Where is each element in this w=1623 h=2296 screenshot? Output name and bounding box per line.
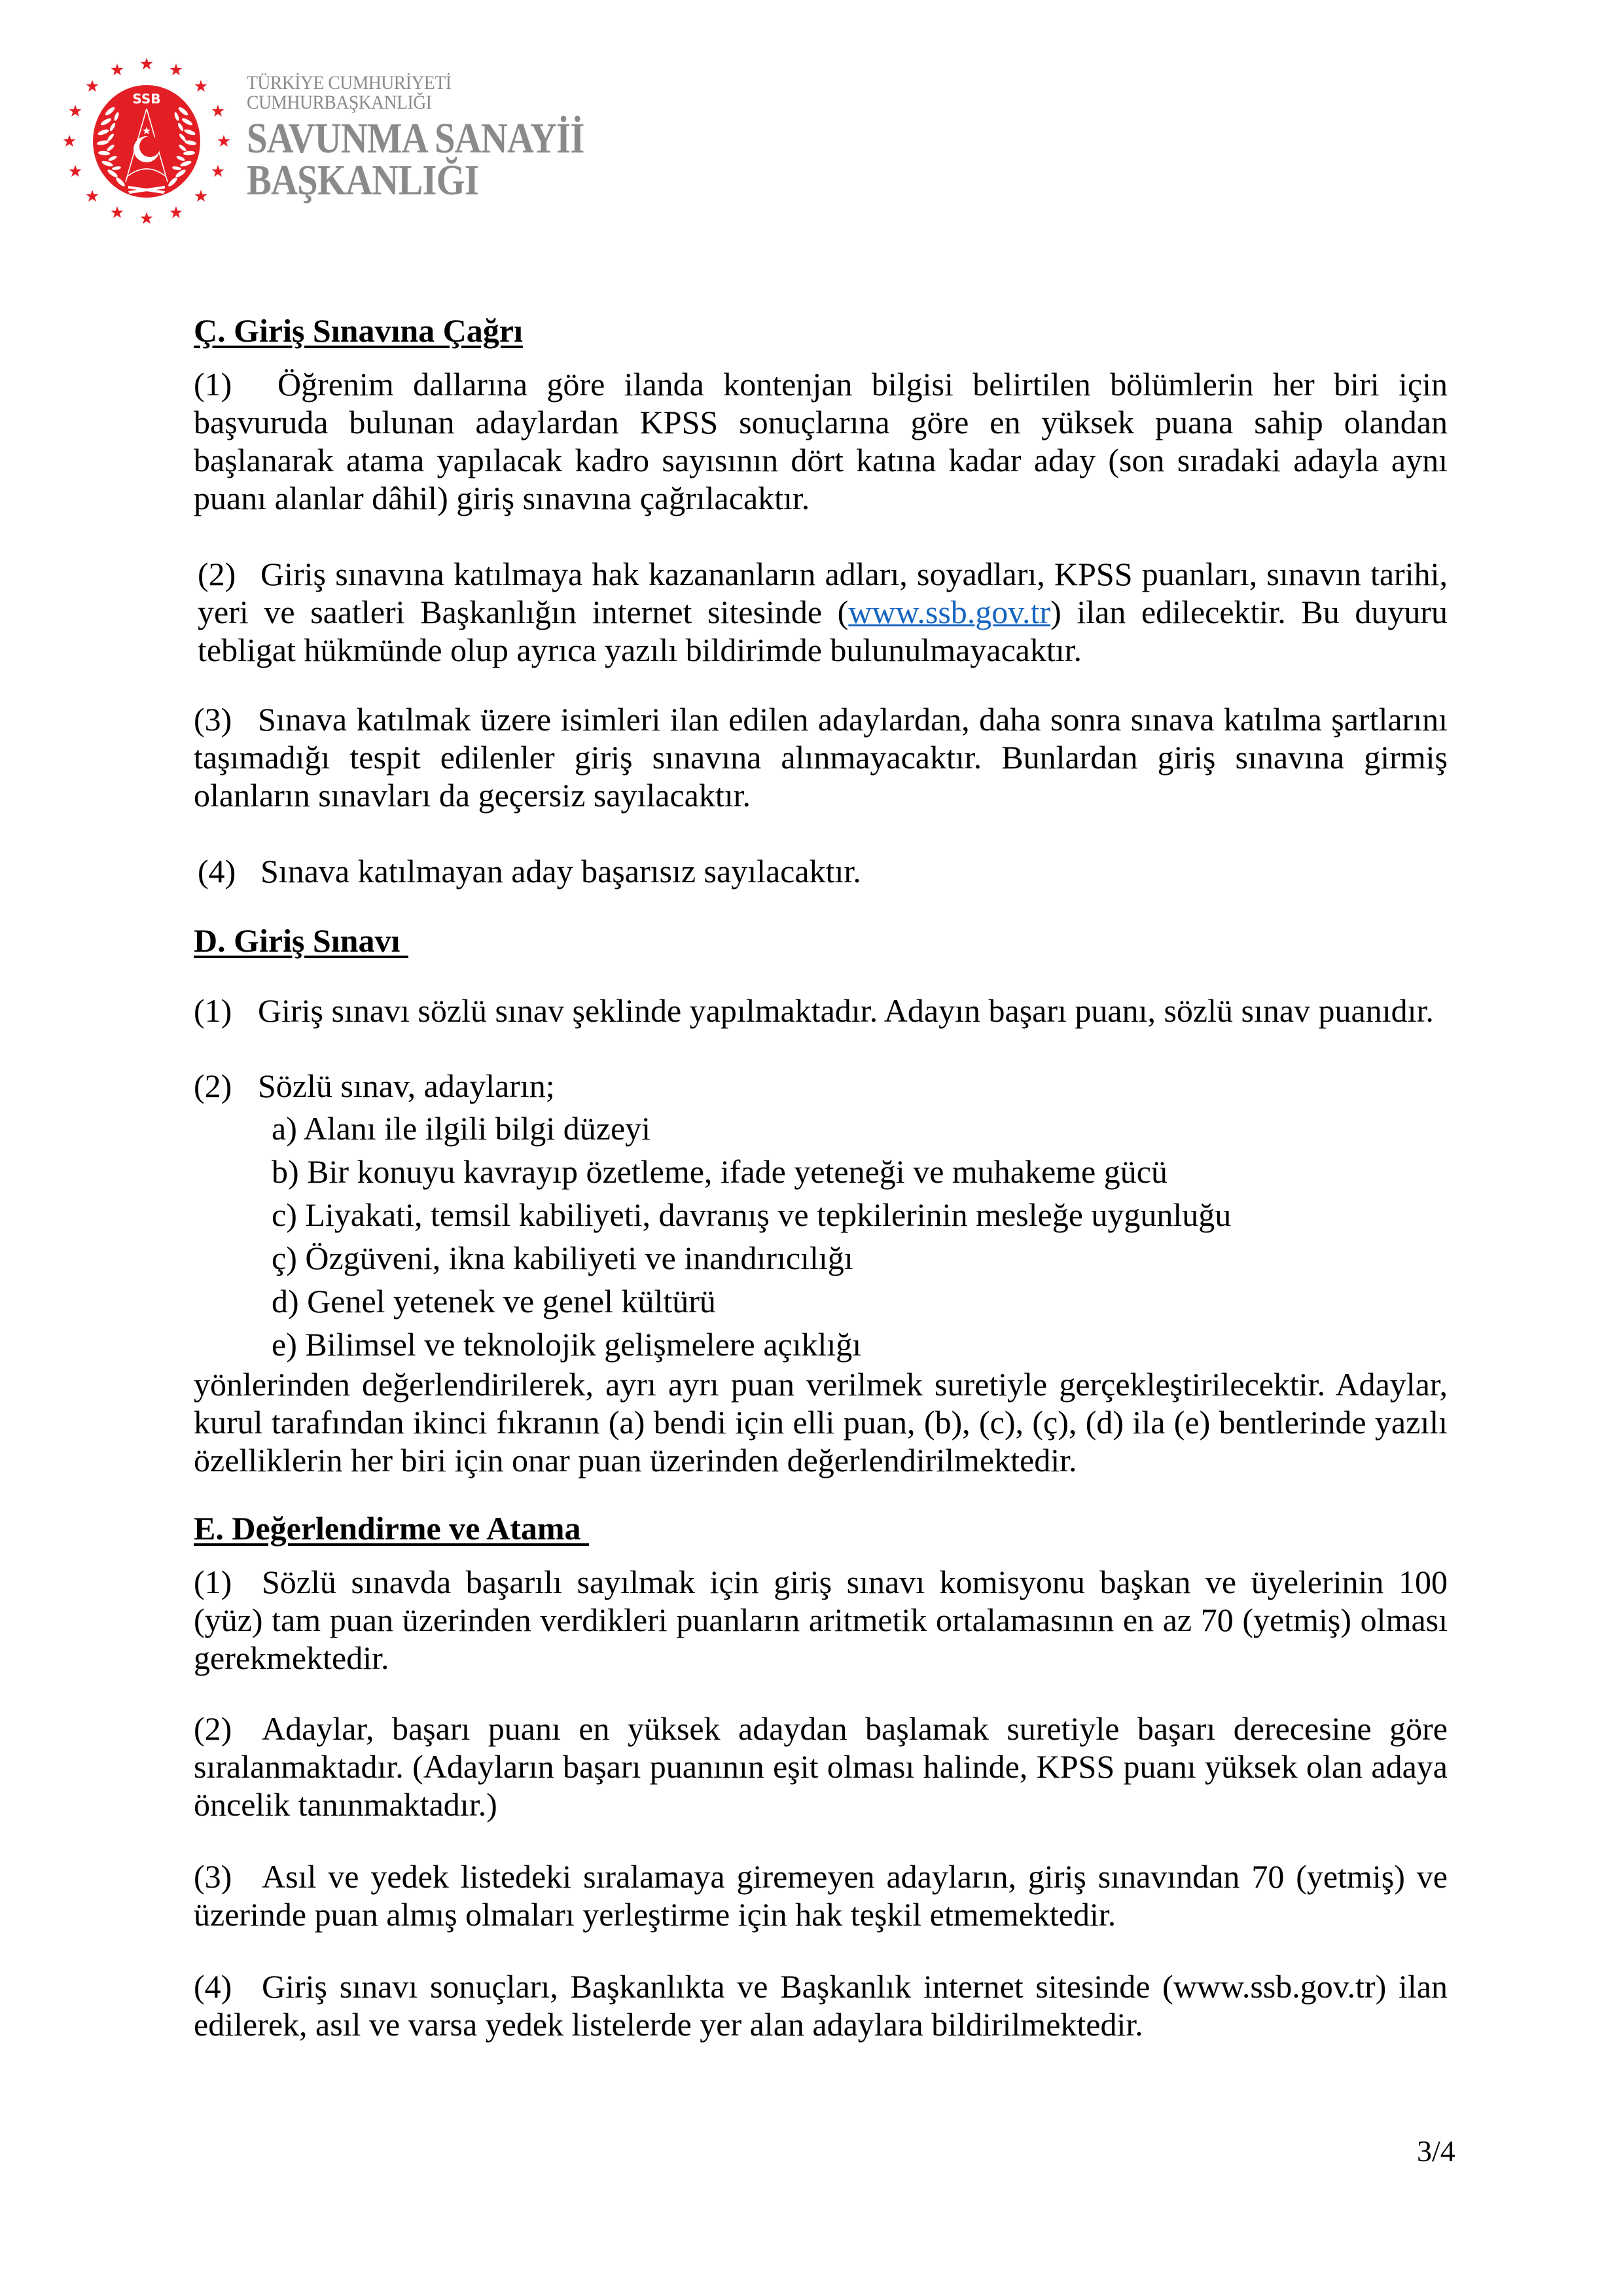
paragraph-d-1 — [194, 992, 1448, 1030]
criteria-item-b: b) Bir konuyu kavrayıp özetleme, ifade yeteneği ve muhakeme gücü — [272, 1153, 1168, 1190]
paragraph-e-2 — [194, 1710, 1448, 1823]
paragraph-text: Sözlü sınav, adayların; — [258, 1067, 555, 1104]
svg-text:SSB: SSB — [132, 91, 161, 107]
paragraph-number: (1) — [194, 366, 232, 403]
paragraph-number: (3) — [194, 701, 232, 738]
paragraph-number: (2) — [198, 556, 236, 592]
section-heading-d: D. Giriş Sınavı — [194, 922, 408, 959]
paragraph-c-3 — [194, 700, 1448, 814]
agency-header — [247, 73, 639, 202]
paragraph-e-3 — [194, 1857, 1448, 1933]
paragraph-text: Sınava katılmayan aday başarısız sayılacaktır. — [260, 853, 861, 889]
section-heading-e: E. Değerlendirme ve Atama — [194, 1510, 590, 1547]
paragraph-number: (4) — [194, 1968, 232, 2005]
criteria-item-c-cedilla: ç) Özgüveni, ikna kabiliyeti ve inandırıcılığı — [272, 1240, 853, 1276]
ssb-emblem-icon — [63, 58, 230, 225]
criteria-item-a: a) Alanı ile ilgili bilgi düzeyi — [272, 1110, 651, 1147]
paragraph-c-2 — [198, 555, 1448, 669]
paragraph-e-4 — [194, 1967, 1448, 2043]
paragraph-number: (1) — [194, 992, 232, 1029]
ssb-logo — [63, 58, 230, 225]
paragraph-text: Öğrenim dallarına göre ilanda kontenjan bilgisi belirtilen bölümlerin her biri için başvuruda bulunan adaylardan KPSS sonuçlarına göre en yüksek puana sahip olandan başlanarak atama yapılacak kadro sayısının dört katına kadar aday (son sıradaki adayla aynı puanı alanlar dâhil) giriş sınavına çağrılacaktır. — [194, 366, 1448, 516]
paragraph-text: Giriş sınavı sonuçları, Başkanlıkta ve Başkanlık internet sitesinde (www.ssb.gov.tr) ilan edilerek, asıl ve varsa yedek listelerde yer alan adaylara bildirilmektedir. — [194, 1968, 1448, 2043]
paragraph-text: Giriş sınavına katılmaya hak kazananların adları, soyadları, KPSS puanları, sınavın tarihi, yeri ve saatleri Başkanlığın internet sitesinde ( — [198, 556, 1448, 630]
paragraph-text: Sözlü sınavda başarılı sayılmak için giriş sınavı komisyonu başkan ve üyelerinin 100 (yüz) tam puan üzerinden verdikleri puanların aritmetik ortalamasının en az 70 (yetmiş) olması gerekmektedir. — [194, 1564, 1448, 1676]
header-line-presidency: CUMHURBAŞKANLIĞI — [247, 92, 432, 113]
paragraph-number: (1) — [194, 1564, 232, 1600]
paragraph-e-1 — [194, 1563, 1448, 1677]
paragraph-number: (3) — [194, 1858, 232, 1895]
section-heading-c: Ç. Giriş Sınavına Çağrı — [194, 312, 523, 349]
paragraph-d-2 — [194, 1067, 1448, 1105]
paragraph-d-2-continuation: yönlerinden değerlendirilerek, ayrı ayrı puan verilmek suretiyle gerçekleştirilecektir. Adaylar, kurul tarafından ikinci fıkranın (a) bendi için elli puan, (b), (c), (ç), (d) ila (e) bentlerinde yazılı özelliklerin her biri için onar puan üzerinden değerlendirilmektedir. — [194, 1366, 1448, 1479]
ssb-website-link[interactable]: www.ssb.gov.tr — [848, 594, 1051, 630]
paragraph-text: Adaylar, başarı puanı en yüksek adaydan başlamak suretiyle başarı derecesine göre sıralanmaktadır. (Adayların başarı puanının eşit olması halinde, KPSS puanı yüksek olan adaya öncelik tanınmaktadır.) — [194, 1710, 1448, 1823]
paragraph-c-1 — [194, 365, 1448, 517]
paragraph-text: Asıl ve yedek listedeki sıralamaya giremeyen adayların, giriş sınavından 70 (yetmiş) ve üzerinde puan almış olmaları yerleştirme için hak teşkil etmemektedir. — [194, 1858, 1448, 1933]
header-line-agency-2: BAŞKANLIĞI — [247, 156, 479, 204]
criteria-item-c: c) Liyakati, temsil kabiliyeti, davranış ve tepkilerinin mesleğe uygunluğu — [272, 1196, 1232, 1233]
paragraph-text: Sınava katılmak üzere isimleri ilan edilen adaylardan, daha sonra sınava katılma şartlarını taşımadığı tespit edilenler giriş sınavına alınmayacaktır. Bunlardan giriş sınavına girmiş olanların sınavları da geçersiz sayılacaktır. — [194, 701, 1448, 814]
criteria-item-d: d) Genel yetenek ve genel kültürü — [272, 1283, 716, 1319]
header-line-republic: TÜRKİYE CUMHURİYETİ — [247, 72, 452, 94]
page-number: 3/4 — [1417, 2134, 1455, 2168]
paragraph-text: Giriş sınavı sözlü sınav şeklinde yapılmaktadır. Adayın başarı puanı, sözlü sınav puanıdır. — [258, 992, 1434, 1029]
paragraph-c-4 — [198, 852, 1452, 890]
paragraph-number: (2) — [194, 1710, 232, 1747]
paragraph-text-cont: ) ilan edilecektir. Bu duyuru tebligat hükmünde olup ayrıca yazılı bildirimde bulunulmayacaktır. — [198, 594, 1448, 668]
paragraph-number: (2) — [194, 1067, 232, 1104]
paragraph-number: (4) — [198, 853, 236, 889]
criteria-item-e: e) Bilimsel ve teknolojik gelişmelere açıklığı — [272, 1326, 862, 1363]
header-line-agency-1: SAVUNMA SANAYİİ — [247, 115, 584, 162]
